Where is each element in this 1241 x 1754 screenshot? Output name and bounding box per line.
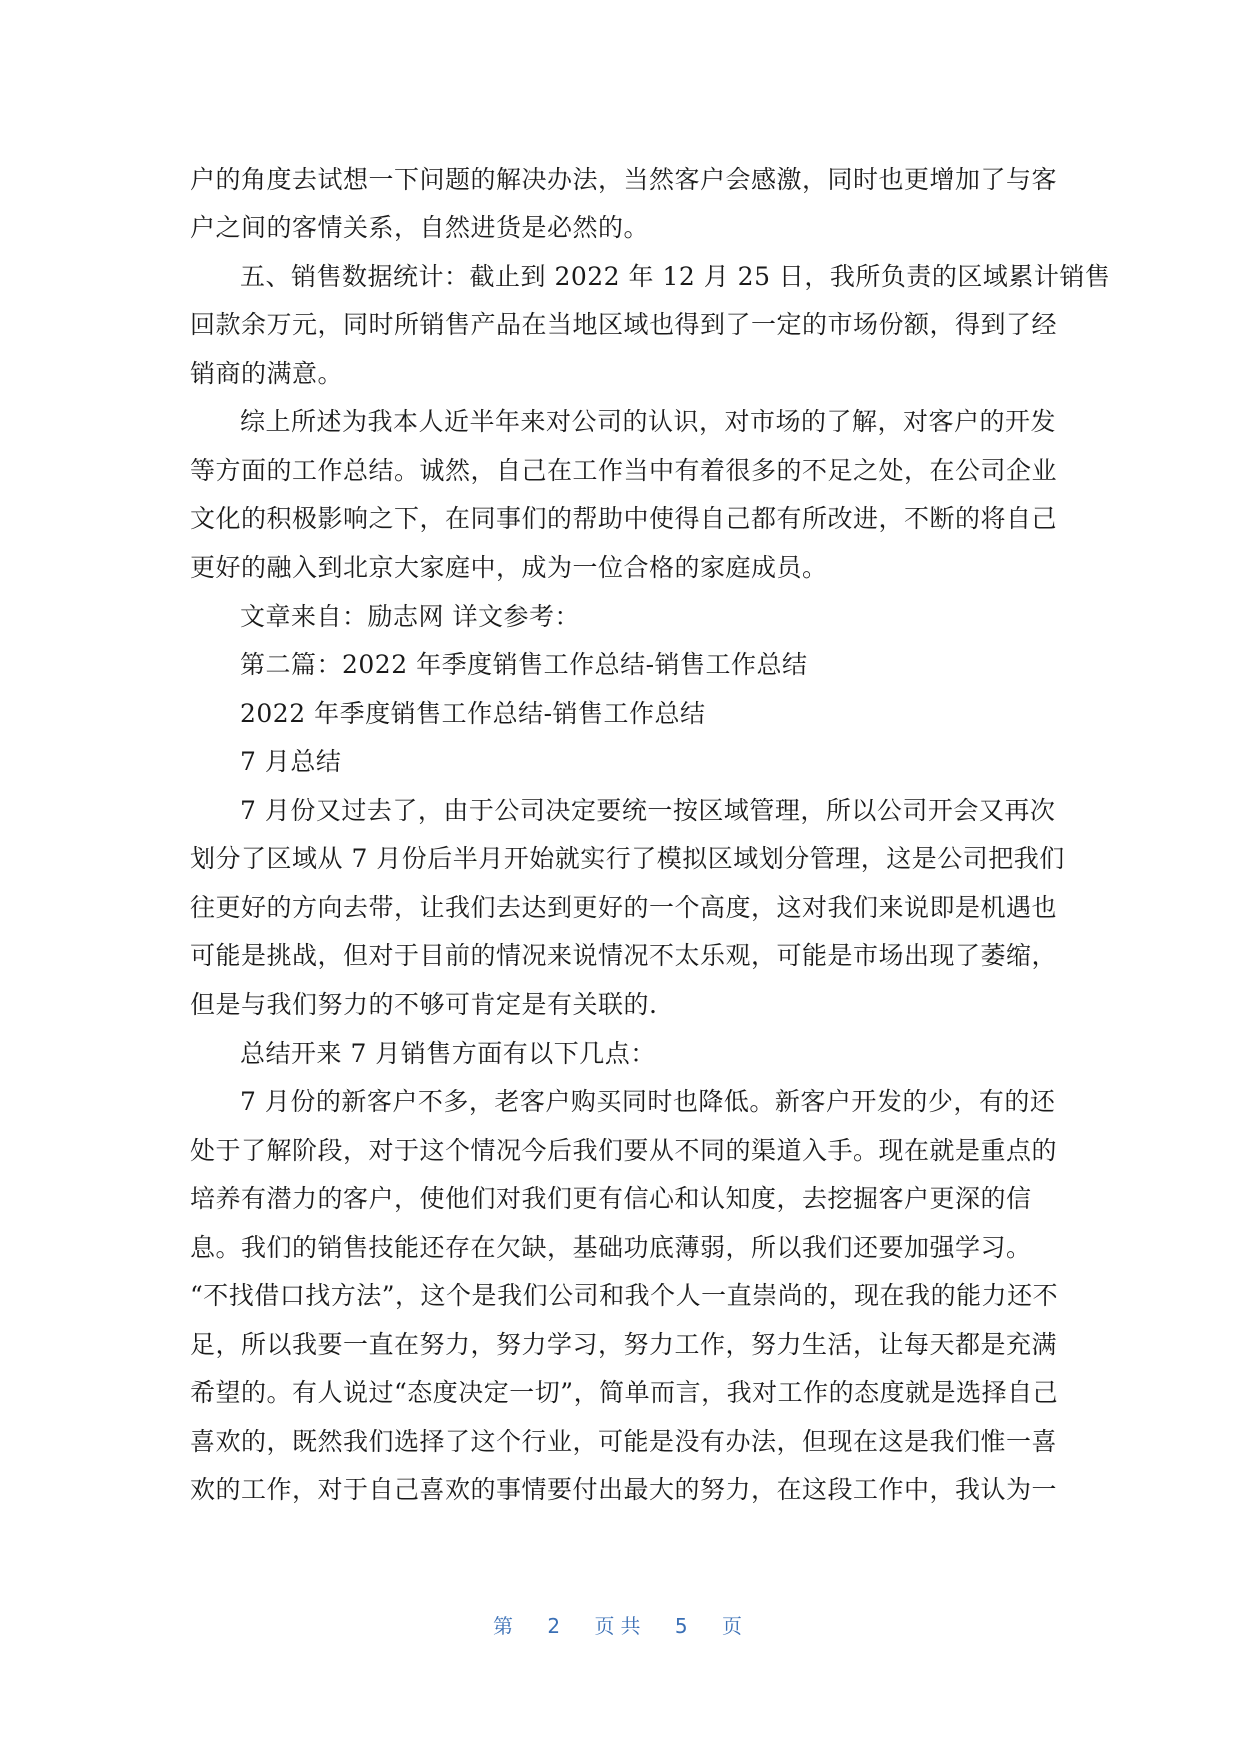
text-line: 综上所述为我本人近半年来对公司的认识，对市场的了解，对客户的开发 bbox=[240, 407, 1057, 436]
page-total: 5 bbox=[674, 1614, 694, 1638]
text-line: 更好的融入到北京大家庭中，成为一位合格的家庭成员。 bbox=[190, 553, 828, 582]
text-line: 可能是挑战，但对于目前的情况来说情况不太乐观，可能是市场出现了萎缩， bbox=[190, 941, 1058, 970]
text-line: 往更好的方向去带，让我们去达到更好的一个高度，这对我们来说即是机遇也 bbox=[190, 893, 1058, 922]
section-heading: 第二篇：2022 年季度销售工作总结-销售工作总结 bbox=[240, 650, 808, 679]
text-line: 足，所以我要一直在努力，努力学习，努力工作，努力生活，让每天都是充满 bbox=[190, 1330, 1058, 1359]
text-line: 文章来自：励志网 详文参考： bbox=[240, 602, 580, 631]
page-middle: 页共 bbox=[594, 1614, 647, 1638]
text-line: 希望的。有人说过“态度决定一切”，简单而言，我对工作的态度就是选择自己 bbox=[190, 1378, 1059, 1407]
text-line: 7 月份又过去了，由于公司决定要统一按区域管理，所以公司开会又再次 bbox=[240, 796, 1056, 825]
text-line: 7 月份的新客户不多，老客户购买同时也降低。新客户开发的少，有的还 bbox=[240, 1087, 1056, 1116]
text-line: 户之间的客情关系，自然进货是必然的。 bbox=[190, 213, 650, 242]
text-line: 等方面的工作总结。诚然，自己在工作当中有着很多的不足之处，在公司企业 bbox=[190, 456, 1058, 485]
text-line: 回款余万元，同时所销售产品在当地区域也得到了一定的市场份额，得到了经 bbox=[190, 310, 1058, 339]
text-line: “不找借口找方法”，这个是我们公司和我个人一直崇尚的，现在我的能力还不 bbox=[190, 1281, 1059, 1310]
text-line: 培养有潜力的客户，使他们对我们更有信心和认知度，去挖掘客户更深的信 bbox=[190, 1184, 1032, 1213]
page-footer bbox=[0, 1610, 1241, 1639]
page-suffix: 页 bbox=[721, 1614, 748, 1638]
text-line: 但是与我们努力的不够可肯定是有关联的. bbox=[190, 990, 658, 1019]
text-line: 息。我们的销售技能还存在欠缺，基础功底薄弱，所以我们还要加强学习。 bbox=[190, 1233, 1032, 1262]
text-line: 五、销售数据统计：截止到 2022 年 12 月 25 日，我所负责的区域累计销售 bbox=[240, 262, 1111, 291]
page-number: 2 bbox=[547, 1614, 567, 1638]
text-line: 文化的积极影响之下，在同事们的帮助中使得自己都有所改进，不断的将自己 bbox=[190, 504, 1058, 533]
section-title: 2022 年季度销售工作总结-销售工作总结 bbox=[240, 699, 706, 728]
text-line: 喜欢的，既然我们选择了这个行业，可能是没有办法，但现在这是我们惟一喜 bbox=[190, 1427, 1058, 1456]
text-line: 总结开来 7 月销售方面有以下几点： bbox=[240, 1039, 656, 1068]
subsection-title: 7 月总结 bbox=[240, 747, 342, 776]
text-line: 销商的满意。 bbox=[190, 359, 344, 388]
page-prefix: 第 bbox=[493, 1614, 520, 1638]
text-line: 欢的工作，对于自己喜欢的事情要付出最大的努力，在这段工作中，我认为一 bbox=[190, 1475, 1058, 1504]
text-line: 划分了区域从 7 月份后半月开始就实行了模拟区域划分管理，这是公司把我们 bbox=[190, 844, 1065, 873]
text-line: 户的角度去试想一下问题的解决办法，当然客户会感激，同时也更增加了与客 bbox=[190, 165, 1058, 194]
text-line: 处于了解阶段，对于这个情况今后我们要从不同的渠道入手。现在就是重点的 bbox=[190, 1136, 1058, 1165]
